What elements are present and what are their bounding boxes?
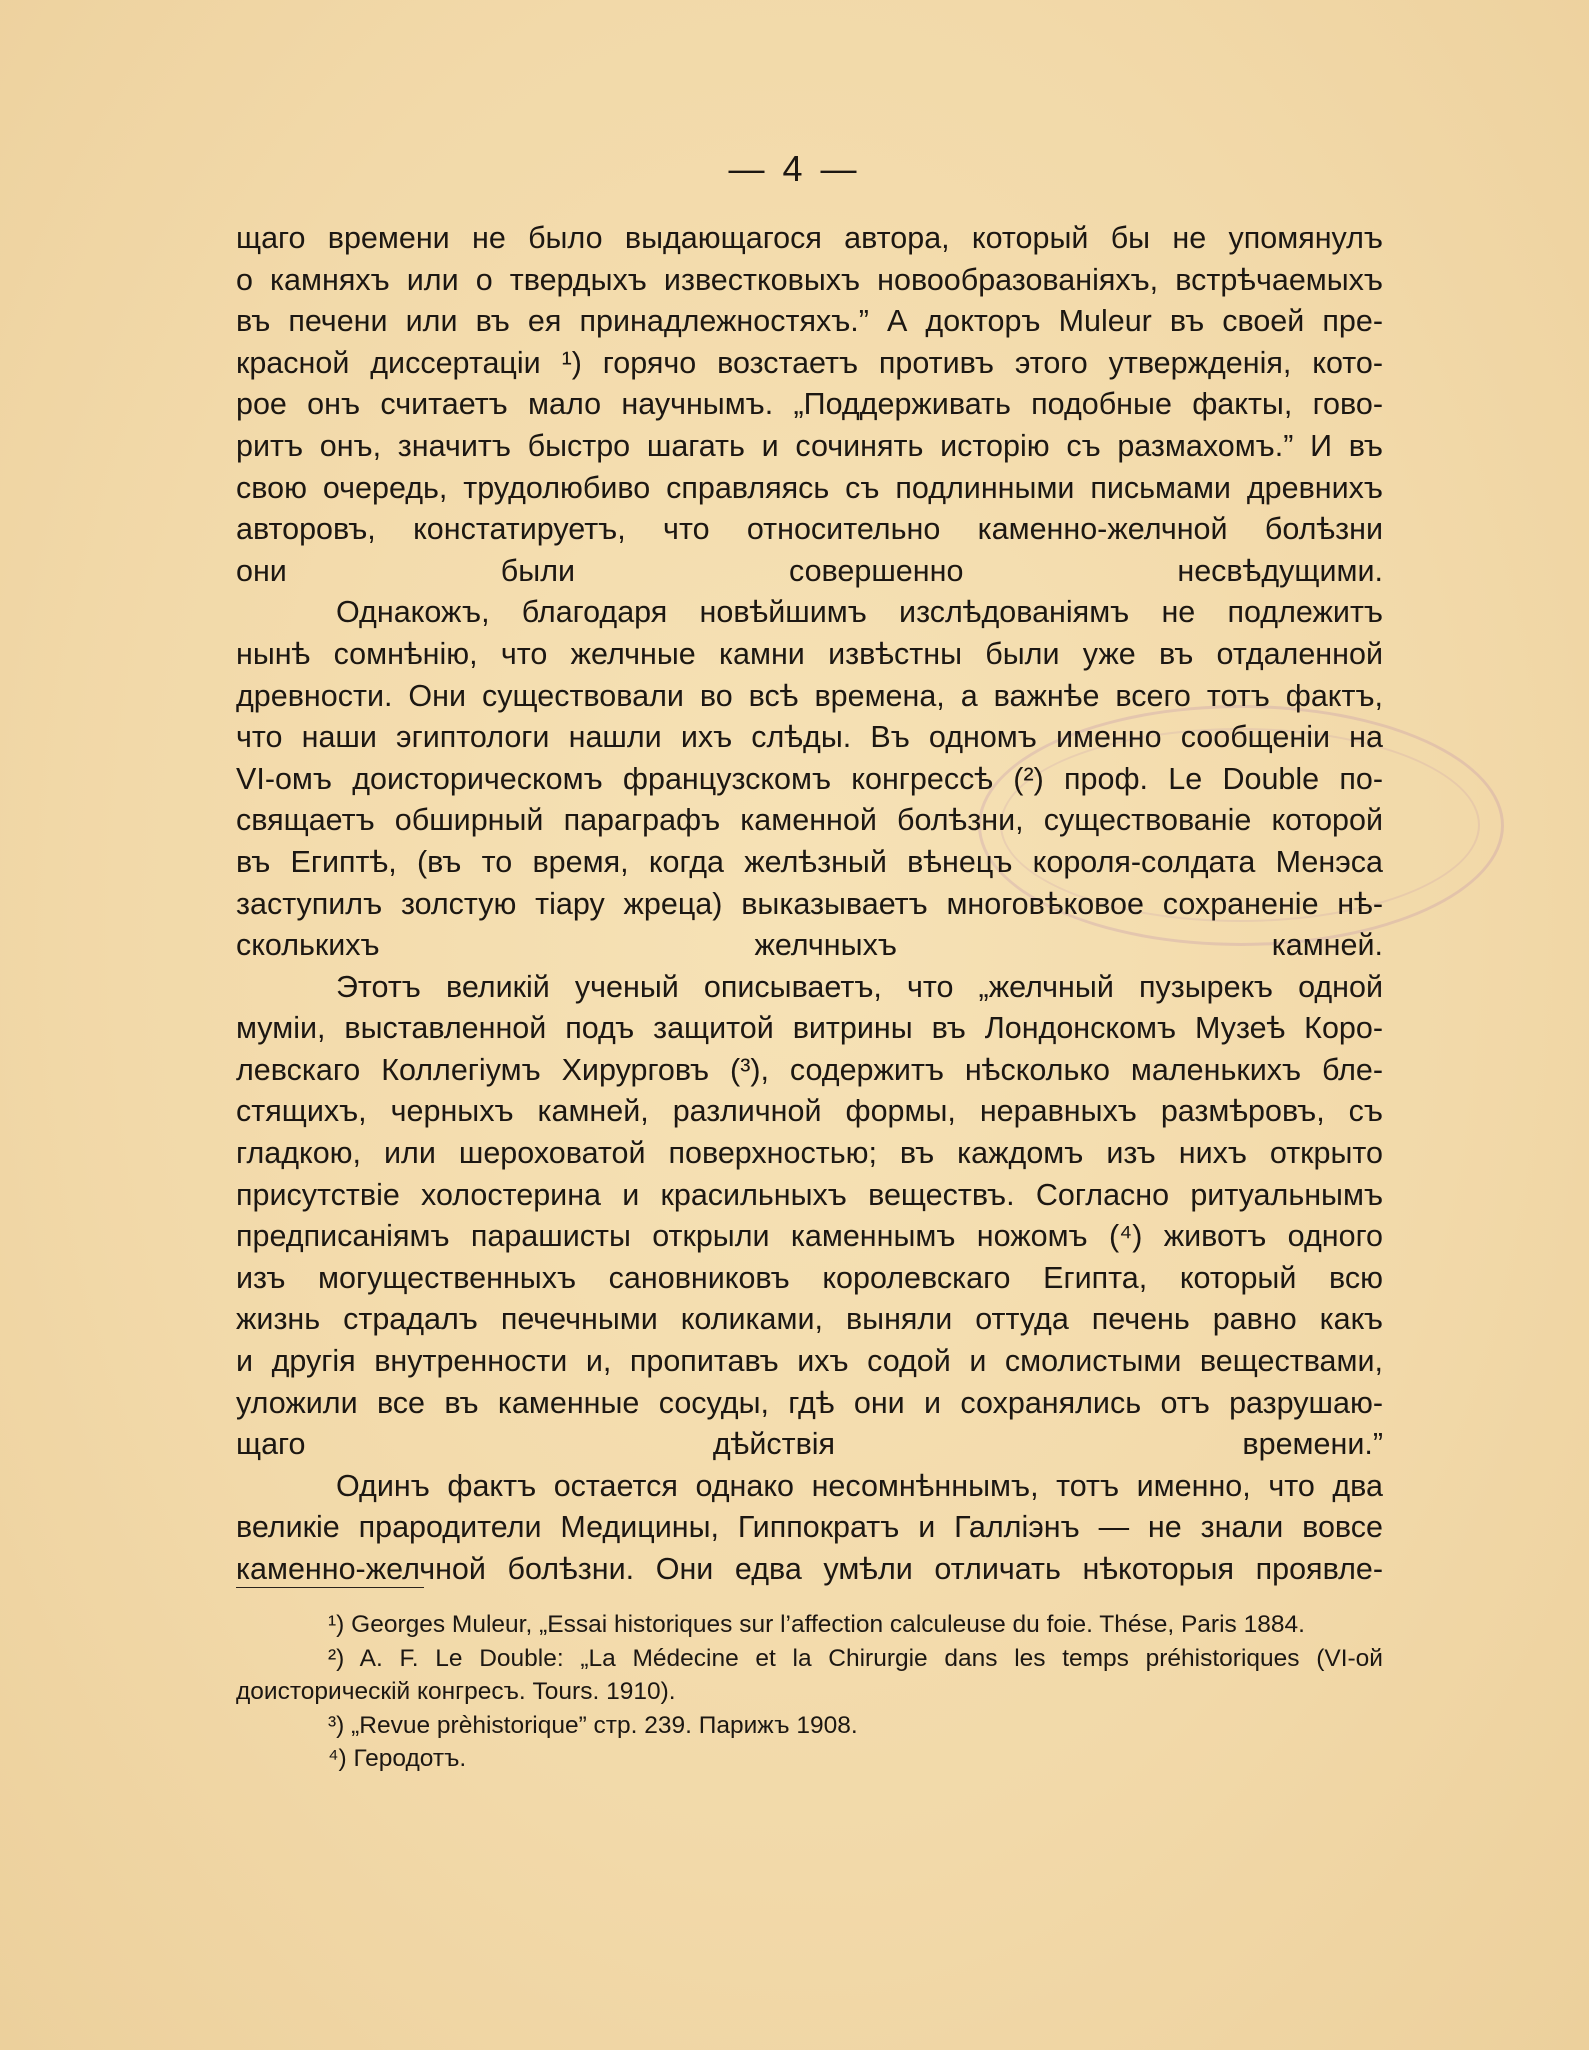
- paragraph-1: щаго времени не было выдающагося автора, который бы не упомянулъ о камняхъ или о твердыхъ известковыхъ новообразованіяхъ, встрѣчаемыхъ въ печени или въ ея принадлежностяхъ.” А докторъ Muleur въ своей пре- красной диссертаціи ¹) горячо возстаетъ противъ этого утвержденія, кото- рое онъ считаетъ мало научнымъ. „Поддерживать подобные факты, гово- ритъ онъ, значитъ быстро шагать и сочинять исторію съ размахомъ.” И въ свою очередь, трудолюбиво справляясь съ подлинными письмами древнихъ авторовъ, констатируетъ, что относительно каменно-желчной болѣзни они были совершенно несвѣдущими.: [236, 221, 1383, 588]
- page-number: — 4 —: [728, 148, 861, 189]
- footnote-mark: ⁴): [328, 1745, 347, 1772]
- paragraph-4: Одинъ фактъ остается однако несомнѣннымъ, тотъ именно, что два великіе прародители Медицины, Гиппократъ и Галліэнъ — не знали вовсе каменно-желчной болѣзни. Они едва умѣли отличать нѣкоторыя проявле-: [236, 1468, 1383, 1586]
- paragraph-2: Однакожъ, благодаря новѣйшимъ изслѣдованіямъ не подлежитъ нынѣ сомнѣнію, что желчные камни извѣстны были уже въ отдаленной древности. Они существовали во всѣ времена, а важнѣе всего тотъ фактъ, что наши эгиптологи нашли ихъ слѣды. Въ одномъ именно сообщеніи на VI-омъ доисторическомъ французскомъ конгрессѣ (²) проф. Le Double по- свящаетъ обширный параграфъ каменной болѣзни, существованіе которой въ Египтѣ, (въ то время, когда желѣзный вѣнецъ короля-солдата Менэса заступилъ золстую тіару жреца) выказываетъ многовѣковое сохраненіе нѣ- сколькихъ желчныхъ камней.: [236, 595, 1383, 963]
- footnote-4: [236, 1742, 1383, 1776]
- footnote-2: [236, 1642, 1383, 1709]
- footnote-text: Геродотъ.: [353, 1745, 467, 1772]
- footnote-mark: ³): [328, 1711, 345, 1739]
- footnotes: [236, 1608, 1383, 1776]
- footnote-3: [236, 1709, 1383, 1743]
- footnote-text: Georges Muleur, „Essai historiques sur l’affection calculeuse du foie. Thése, Paris 1884.: [351, 1611, 1305, 1638]
- footnote-separator: [236, 1587, 424, 1588]
- paragraph-3: Этотъ великій ученый описываетъ, что „желчный пузырекъ одной муміи, выставленной подъ защитой витрины въ Лондонскомъ Музеѣ Коро- левскаго Коллегіумъ Хирурговъ (³), содержитъ нѣсколько маленькихъ бле- стящихъ, черныхъ камней, различной формы, неравныхъ размѣровъ, съ гладкою, или шероховатой поверхностью; въ каждомъ изъ нихъ открыто присутствіе холостерина и красильныхъ веществъ. Согласно ритуальнымъ предписаніямъ парашисты открыли каменнымъ ножомъ (⁴) животъ одного изъ могущественныхъ сановниковъ королевскаго Египта, который всю жизнь страдалъ печечными коликами, выняли оттуда печень равно какъ и другія внутренности и, пропитавъ ихъ содой и смолистыми веществами, уложили все въ каменные сосуды, гдѣ они и сохранялись отъ разрушаю- щаго дѣйствія времени.”: [236, 969, 1383, 1462]
- footnote-mark: ¹): [328, 1611, 345, 1638]
- footnote-mark: ²): [328, 1644, 345, 1672]
- main-text: [236, 218, 1383, 1591]
- footnote-text: A. F. Le Double: „La Médecine et la Chirurgie dans les temps préhistoriques (VI-ой доисторическій конгресъ. Tours. 1910).: [236, 1644, 1383, 1705]
- footnote-text: „Revue prèhistorique” стр. 239. Парижъ 1908.: [351, 1711, 858, 1739]
- footnote-1: [236, 1608, 1383, 1642]
